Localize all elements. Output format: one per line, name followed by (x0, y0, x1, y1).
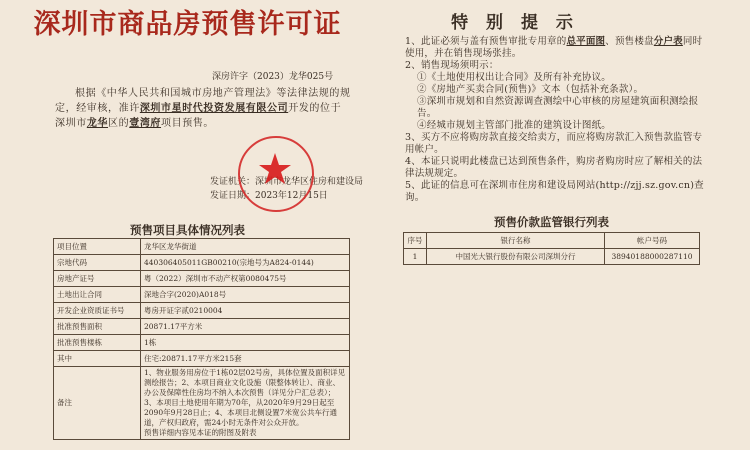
district: 龙华 (86, 118, 109, 129)
row-value: 粤房开证字贰0210004 (141, 303, 350, 319)
notice-title: 特 别 提 示 (451, 13, 579, 33)
bank-table (403, 232, 700, 265)
issue-date: 发证日期：2023年12月15日 (210, 191, 328, 201)
row-label: 房地产证号 (54, 271, 141, 287)
row-value (141, 367, 350, 440)
row-value: 1栋 (141, 335, 350, 351)
row-label: 备注 (54, 367, 141, 440)
certificate-title: 深圳市商品房预售许可证 (33, 9, 342, 40)
row-value: 深地合字(2020)A018号 (141, 287, 350, 303)
remarks-extra: 预售详细内容见本证的附图及附表 (144, 428, 257, 437)
table-row (54, 303, 350, 319)
table-row (54, 319, 350, 335)
row-value: 440306405011GB00210(宗地号为A824-0144) (141, 255, 350, 271)
table-row (54, 351, 350, 367)
row-label: 其中 (54, 351, 141, 367)
table-row (54, 335, 350, 351)
bank-table-title: 预售价款监管银行列表 (494, 215, 609, 229)
table-row (54, 367, 350, 440)
notice-text: 1、此证必须与盖有预售审批专用章的总平面图、预售楼盘分户表同时使用，并在销售现场张挂。 2、销售现场须明示： ①《土地使用权出让合同》及所有补充协议。 ②《房地产买卖合同(预售)》文本（包括补充条款）。 ③深圳市规划和自然资源调查测绘中心审核的房屋建筑面积测绘报告。 ④经城市规划主管部门批准的建筑设计图纸。 3、买方不应将购房款直接交给卖方，而应将购房款汇入预售款监管专用帐户。 4、本证只说明此楼盘已达到预售条件，购房者购房时应了解相关的法律法规规定。 5、此证的信息可在深圳市住房和建设局网站(http://zjj.sz.gov.cn)查询。 (405, 36, 704, 203)
row-value: 龙华区龙华街道 (141, 239, 350, 255)
table-row (54, 239, 350, 255)
row-label: 开发企业资质证书号 (54, 303, 141, 319)
table-row (54, 255, 350, 271)
project-table (53, 238, 350, 440)
bank-table-row: 1 中国光大银行股份有限公司深圳分行 38940188000287110 (404, 249, 700, 265)
bank-table-header: 序号 银行名称 帐户号码 (404, 233, 700, 249)
permit-number: 深房许字（2023）龙华025号 (212, 72, 334, 82)
table-row (54, 271, 350, 287)
approval-paragraph: 根据《中华人民共和国城市房地产管理法》等法律法规的规定，经审核，准许深圳市星时代投资发展有限公司开发的位于深圳市龙华区的壹湾府项目预售。 (55, 88, 351, 129)
project-name: 壹湾府 (129, 118, 162, 129)
row-label: 项目位置 (54, 239, 141, 255)
row-label: 宗地代码 (54, 255, 141, 271)
row-label: 批准预售面积 (54, 319, 141, 335)
row-value: 住宅:20871.17平方米215套 (141, 351, 350, 367)
row-value: 20871.17平方米 (141, 319, 350, 335)
issuer: 发证机关：深圳市龙华区住房和建设局 (210, 177, 364, 187)
seal-star-icon (258, 152, 292, 186)
project-table-title: 预售项目具体情况列表 (130, 223, 245, 237)
row-value: 粤（2022）深圳市不动产权第0080475号 (141, 271, 350, 287)
row-label: 土地出让合同 (54, 287, 141, 303)
row-label: 批准预售楼栋 (54, 335, 141, 351)
remarks-text: 1、物业服务用房位于1栋02层02号房，具体位置及面积详见测绘报告；2、本项目商业文化设施（限整体转让）、商业、办公及保障性住房均不纳入本次预售（详见分户汇总表）；3、本项目土地使用年期为70年，从2020年9月29日起至2090年9月28日止；4、本项目北侧设置7米宽公共车行通道，产权归政府，需24小时无条件对公众开放。 (144, 368, 346, 427)
developer-name: 深圳市星时代投资发展有限公司 (139, 103, 289, 114)
table-row (54, 287, 350, 303)
